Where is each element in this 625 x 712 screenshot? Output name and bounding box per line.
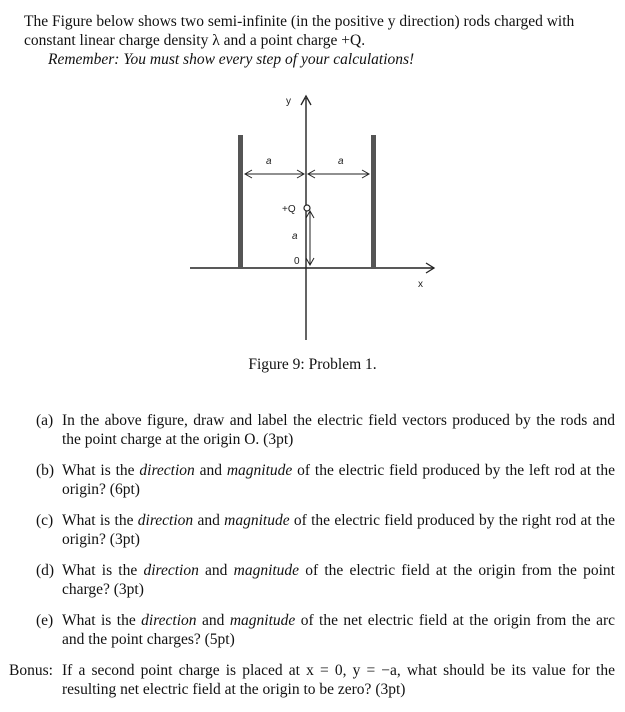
bonus-question	[0, 661, 625, 699]
question-label: (e)	[36, 612, 54, 629]
question-label: (a)	[36, 412, 54, 429]
question-label: (d)	[36, 562, 55, 579]
intro-line-2: constant linear charge density λ and a point charge +Q.	[24, 32, 366, 49]
right-distance-label: a	[338, 156, 344, 167]
problem-intro	[24, 12, 616, 69]
question-text: In the above figure, draw and label the electric field vectors produced by the rods and the point charge at the origin O. (3pt)	[62, 412, 615, 448]
question-label: (c)	[36, 512, 54, 529]
intro-line-1: The Figure below shows two semi-infinite (in the positive y direction) rods charged with	[24, 13, 575, 30]
charge-label: +Q	[282, 204, 296, 215]
left-distance-label: a	[266, 156, 272, 167]
figure-caption: Figure 9: Problem 1.	[248, 356, 377, 373]
origin-label: 0	[294, 256, 300, 267]
charge-height-label: a	[292, 231, 298, 242]
x-axis-label: x	[418, 279, 423, 290]
question-b	[0, 461, 625, 499]
question-text: What is the direction and magnitude of the electric field produced by the left rod at the origin? (6pt)	[62, 462, 615, 498]
question-text: What is the direction and magnitude of the electric field produced by the right rod at the origin? (3pt)	[62, 512, 615, 548]
bonus-label: Bonus:	[9, 662, 53, 679]
bonus-text: If a second point charge is placed at x = 0, y = −a, what should be its value for the resulting net electric field at the origin to be zero? (3pt)	[62, 662, 615, 698]
question-d	[0, 561, 625, 599]
y-axis-label: y	[286, 96, 291, 107]
rods-figure	[188, 90, 438, 342]
remember-note: Remember: You must show every step of your calculations!	[48, 51, 415, 68]
right-rod	[371, 135, 376, 269]
question-list	[0, 411, 625, 711]
question-c	[0, 511, 625, 549]
question-e	[0, 611, 625, 649]
left-rod	[238, 135, 243, 269]
question-a	[0, 411, 625, 449]
question-label: (b)	[36, 462, 55, 479]
question-text: What is the direction and magnitude of the net electric field at the origin from the arc and the point charges? (5pt)	[62, 612, 615, 648]
question-text: What is the direction and magnitude of the electric field at the origin from the point charge? (3pt)	[62, 562, 615, 598]
point-charge-icon	[304, 205, 310, 211]
